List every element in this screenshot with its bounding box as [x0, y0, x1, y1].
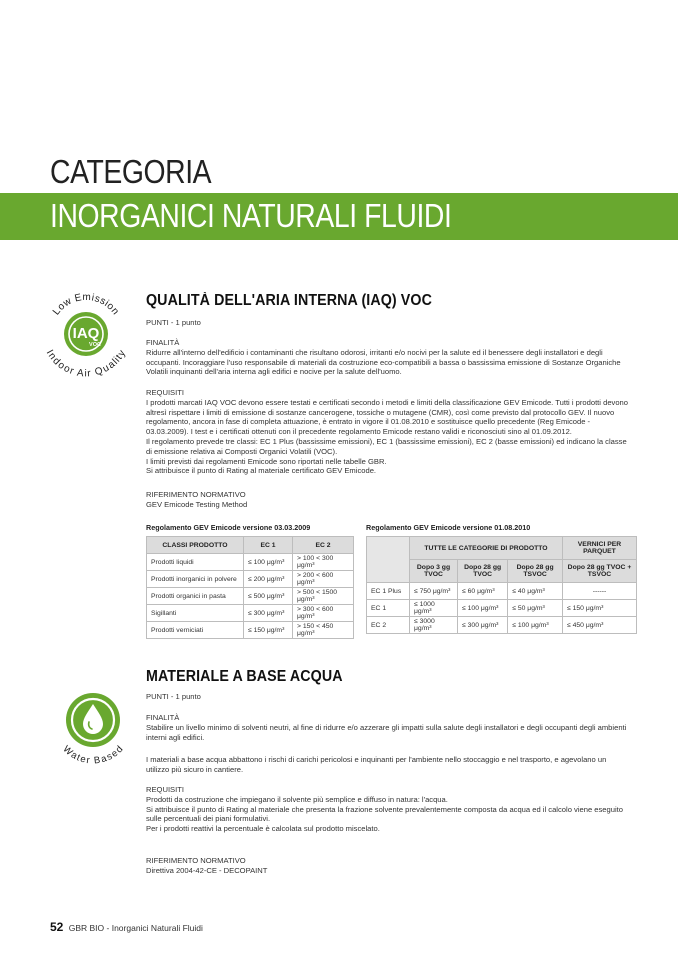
table2-corner — [367, 537, 410, 583]
table1-header: CLASSI PRODOTTO — [147, 537, 244, 554]
section1-points: PUNTI - 1 punto — [146, 318, 201, 327]
iaq-badge-sub-text: VOC — [89, 342, 101, 348]
table-cell: ≤ 40 μg/m³ — [508, 583, 563, 600]
table2-subheader: Dopo 28 gg TVOC — [458, 560, 508, 583]
table-row — [367, 617, 637, 634]
table-row — [147, 588, 354, 605]
table-row — [147, 622, 354, 639]
section1-requisiti-line: I limiti previsti dai regolamenti Emicode sono riportati nelle tabelle GBR. — [146, 456, 387, 466]
section2-finalita-text: Stabilire un livello minimo di solventi neutri, al fine di ridurre e/o azzerare gli impatti sulla salute degli installatori e degli occupanti degli ambienti interni agli edifici. — [146, 722, 627, 742]
table1-caption: Regolamento GEV Emicode versione 03.03.2009 — [146, 523, 311, 532]
water-based-badge-icon — [50, 684, 136, 770]
section2-requisiti-line: Si attribuisce il punto di Rating al materiale che presenta la frazione solvente prevalentemente composta da acqua ed il calcolo viene eseguito sulle percentuali dei piani formulativi. — [146, 804, 624, 824]
footer-text: GBR BIO - Inorganici Naturali Fluidi — [68, 923, 203, 933]
table-cell: EC 1 — [367, 600, 410, 617]
table2-caption: Regolamento GEV Emicode versione 01.08.2010 — [366, 523, 531, 532]
table-cell: ≤ 100 μg/m³ — [508, 617, 563, 634]
iaq-voc-badge-icon — [40, 288, 132, 380]
table-cell: > 300 < 600 μg/m³ — [293, 605, 354, 622]
section1-finalita — [146, 338, 631, 377]
section2-requisiti-label: REQUISITI — [146, 785, 184, 794]
page-footer — [50, 920, 203, 934]
category-band — [0, 193, 678, 240]
table-row — [147, 571, 354, 588]
section1-finalita-label: FINALITÀ — [146, 338, 180, 347]
table-row — [147, 554, 354, 571]
table-cell: ≤ 750 μg/m³ — [410, 583, 458, 600]
section2-finalita-label: FINALITÀ — [146, 713, 180, 722]
table2-subheader: Dopo 28 gg TVOC + TSVOC — [562, 560, 636, 583]
section2-requisiti — [146, 785, 631, 834]
table-cell: Prodotti verniciati — [147, 622, 244, 639]
svg-text:Water Based — [61, 744, 126, 767]
table-cell: > 150 < 450 μg/m³ — [293, 622, 354, 639]
category-name: INORGANICI NATURALI FLUIDI — [50, 197, 452, 234]
table-cell: ≤ 150 μg/m³ — [244, 622, 293, 639]
section2-requisiti-line: Prodotti da costruzione che impiegano il solvente più semplice e diffuso in natura: l'acqua. — [146, 794, 448, 804]
table-cell: EC 1 Plus — [367, 583, 410, 600]
water-badge-text: Water Based — [60, 743, 126, 767]
iaq-badge-center-text: IAQ — [72, 325, 100, 342]
table2-group-header: TUTTE LE CATEGORIE DI PRODOTTO — [410, 537, 563, 560]
section1-title: QUALITÀ DELL'ARIA INTERNA (IAQ) VOC — [146, 292, 432, 309]
section2-requisiti-line: Per i prodotti reattivi la percentuale è calcolata sul prodotto miscelato. — [146, 824, 380, 834]
section1-finalita-text: Ridurre all'interno dell'edificio i contaminanti che risultano odorosi, irritanti e/o nocivi per la salute ed il benessere degli installatori e degli occupanti. Incoraggiare l'uso responsabile di materiali da costruzione eco-compatibili a bassa o bassissima emissione di Sostanze Organiche Volatili inquinanti dell'aria interna agli edifici e nocive per la salute dell'uomo. — [146, 347, 621, 377]
table-cell: Prodotti organici in pasta — [147, 588, 244, 605]
table-cell: EC 2 — [367, 617, 410, 634]
table-cell: ≤ 500 μg/m³ — [244, 588, 293, 605]
table-row — [367, 600, 637, 617]
section2-extra-text: I materiali a base acqua abbattono i rischi di carichi pericolosi e inquinanti per l'ambiente nello stoccaggio e nel trasporto, e agevolano un utilizzo più sicuro in cantiere. — [146, 755, 607, 774]
table-cell: ≤ 450 μg/m³ — [562, 617, 636, 634]
table-cell: ≤ 100 μg/m³ — [458, 600, 508, 617]
table-cell: > 200 < 600 μg/m³ — [293, 571, 354, 588]
table-row — [147, 605, 354, 622]
table-cell: Sigillanti — [147, 605, 244, 622]
emicode-2009-table — [146, 536, 354, 639]
section2-riferimento-text: Direttiva 2004-42-CE - DECOPAINT — [146, 865, 268, 875]
category-label: CATEGORIA — [50, 153, 212, 190]
table-cell: ≤ 1000 μg/m³ — [410, 600, 458, 617]
table-cell: Prodotti inorganici in polvere — [147, 571, 244, 588]
iaq-badge-bottom-text: Indoor Air Quality — [43, 348, 129, 380]
table-cell: ≤ 300 μg/m³ — [458, 617, 508, 634]
section2-riferimento — [146, 856, 631, 876]
table-cell: ≤ 150 μg/m³ — [562, 600, 636, 617]
table-cell: ≤ 60 μg/m³ — [458, 583, 508, 600]
table2-subheader: Dopo 28 gg TSVOC — [508, 560, 563, 583]
table-cell: ------ — [562, 583, 636, 600]
section1-riferimento — [146, 490, 631, 510]
page-number: 52 — [50, 920, 64, 934]
table1-header: EC 1 — [244, 537, 293, 554]
table1-header: EC 2 — [293, 537, 354, 554]
section2-title: MATERIALE A BASE ACQUA — [146, 668, 343, 685]
table2-subheader: Dopo 3 gg TVOC — [410, 560, 458, 583]
table-cell: > 500 < 1500 μg/m³ — [293, 588, 354, 605]
section1-requisiti — [146, 388, 631, 476]
table-row — [367, 583, 637, 600]
table-cell: > 100 < 300 μg/m³ — [293, 554, 354, 571]
table-cell: ≤ 3000 μg/m³ — [410, 617, 458, 634]
table-cell: ≤ 300 μg/m³ — [244, 605, 293, 622]
section1-requisiti-label: REQUISITI — [146, 388, 184, 397]
table2-group-header: VERNICI PER PARQUET — [562, 537, 636, 560]
section2-finalita — [146, 713, 631, 742]
section1-requisiti-line: Il regolamento prevede tre classi: EC 1 Plus (bassissime emissioni), EC 1 (bassissime emissioni), EC 2 (basse emissioni) ed indicano la classe di emissione relativa ai Composti Organici Volatili (VOC). — [146, 436, 627, 456]
section2-riferimento-label: RIFERIMENTO NORMATIVO — [146, 856, 246, 865]
table-cell: ≤ 50 μg/m³ — [508, 600, 563, 617]
section2-points: PUNTI - 1 punto — [146, 692, 201, 701]
iaq-badge-top-text: Low Emission — [51, 291, 121, 318]
section1-requisiti-line: I prodotti marcati IAQ VOC devono essere testati e certificati secondo i metodi e limiti della classificazione GEV Emicode. Tutti i prodotti devono altresì rispettare i limiti di emissione di sostanze cancerogene, tossiche o mutagene (CMR), così come previsto dal protocollo GEV. Il nuovo regolamento, ancora in fase di completa attuazione, è entrato in vigore il 01.08.2010 e sostituisce quello precedente (Reg Emicode - 03.03.2009). I test e i certificati ottenuti con il precedente regolamento Emicode restano validi e riconosciuti sino al 01.09.2012. — [146, 397, 629, 437]
table-cell: Prodotti liquidi — [147, 554, 244, 571]
emicode-2010-table — [366, 536, 637, 634]
section1-riferimento-text: GEV Emicode Testing Method — [146, 499, 248, 509]
section1-requisiti-line: Si attribuisce il punto di Rating al materiale certificato GEV Emicode. — [146, 466, 377, 476]
table-cell: ≤ 200 μg/m³ — [244, 571, 293, 588]
table-cell: ≤ 100 μg/m³ — [244, 554, 293, 571]
section1-riferimento-label: RIFERIMENTO NORMATIVO — [146, 490, 246, 499]
